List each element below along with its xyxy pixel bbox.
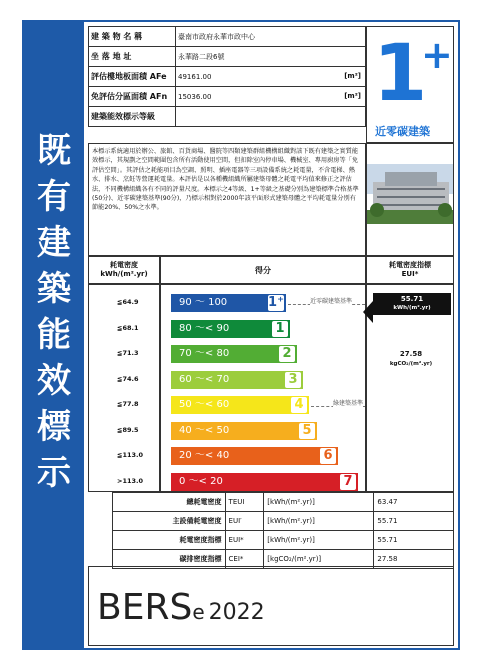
- info-value: [176, 87, 366, 107]
- rating-bar-level: 5: [299, 423, 315, 439]
- info-label: 建築能效標示等級: [89, 107, 176, 127]
- info-label: 坐 落 地 址: [89, 47, 176, 67]
- eui-header: [88, 256, 160, 284]
- info-value: [176, 107, 366, 127]
- eui-indicator-value: 55.71: [400, 295, 424, 303]
- building-photo-image: [367, 144, 454, 256]
- info-value: 永華路二段6號: [176, 47, 366, 67]
- rating-bar-level: 3: [285, 372, 301, 388]
- rating-bar-range: 0 ～< 20: [179, 475, 223, 487]
- threshold-label: ≦64.9: [117, 298, 139, 306]
- summary-unit: [kWh/(m².yr)]: [264, 493, 374, 512]
- info-unit: [m²]: [344, 92, 361, 100]
- rating-bar: [171, 396, 309, 414]
- sidebar-title-char: 築: [37, 269, 71, 309]
- benchmark-label: 綠建築基準: [333, 400, 364, 407]
- info-value-text: 49161.00: [178, 72, 212, 81]
- summary-symbol: TEUI: [225, 493, 264, 512]
- threshold-label: ≦113.0: [117, 451, 144, 459]
- summary-row: [88, 493, 454, 512]
- description-text: 本標示系統適用於辦公、旅館、百貨商場、醫院等四類建築群組機構組織對該下既有建築之實質能效標示，其規劃之空間範圍包含所有活動使用空間，但扣除室內停車場、機械室、專用廚房等「免評估空間」。其評估之耗能項目為空調、照明、插座電器等三項設備系統之耗電量，不含電梯、熱水、排水、烹飪等營運耗電量。本評估是以各種機組織所屬建築母體之耗電平均值來修正之評估法，不同機構組織各有不同的評量尺度。本標示之4等級、1+等級之基礎分別為建築標準合格基準(50分)、近零碳建築基準(90分)，乃標示相對於2000年該平面形式建築母體之平均耗電量分別有節能20%、50%之水準。: [92, 148, 359, 212]
- rating-bar-range: 70 ～< 80: [179, 348, 230, 359]
- sidebar-title-char: 示: [37, 453, 71, 493]
- rating-bar: [171, 294, 286, 312]
- summary-unit: [kWh/(m².yr)]: [264, 512, 374, 531]
- logo-plus: +: [421, 33, 453, 77]
- summary-name: 耗電密度指標: [112, 531, 225, 550]
- summary-symbol: EUI*: [225, 531, 264, 550]
- rating-bar-level: 1⁺: [268, 295, 284, 310]
- logo-level: 1: [373, 29, 428, 119]
- rating-bar-range: 60 ～< 70: [179, 373, 230, 385]
- rating-bar-range: 80 ～< 90: [179, 322, 230, 334]
- carbon-index: [367, 349, 455, 369]
- building-info-table: [88, 26, 366, 127]
- nzc-logo: [366, 26, 454, 143]
- index-header-unit: EUI*: [401, 270, 419, 278]
- index-header-title: 耗電密度指標: [389, 261, 431, 269]
- rating-bar-range: 20 ～< 40: [179, 450, 230, 461]
- sidebar-title-char: 效: [37, 361, 71, 401]
- info-value-text: 15036.00: [178, 92, 212, 101]
- index-header: [366, 256, 454, 284]
- summary-spacer: [88, 512, 112, 531]
- carbon-unit: kgCO₂/(m².yr): [389, 361, 433, 367]
- threshold-label: >113.0: [117, 476, 144, 485]
- rating-bar: [171, 422, 317, 440]
- threshold-label: ≦71.3: [117, 349, 139, 357]
- summary-value: 27.58: [374, 550, 454, 569]
- info-value: [176, 67, 366, 87]
- threshold-column: [88, 284, 160, 492]
- description-box: [88, 143, 366, 256]
- bers-logo-box: [88, 566, 454, 646]
- building-photo: [366, 143, 454, 256]
- rating-bar-level: 6: [320, 448, 336, 464]
- summary-value: 55.71: [374, 512, 454, 531]
- logo-text: 近零碳建築: [375, 125, 430, 138]
- sidebar-title-char: 既: [37, 131, 71, 171]
- sidebar-title: [24, 128, 84, 496]
- threshold-label: ≦77.8: [117, 400, 139, 408]
- sidebar-title-char: 有: [37, 177, 71, 217]
- eui-header-unit: kWh/(m².yr): [100, 270, 148, 278]
- eui-indicator: [373, 293, 451, 315]
- info-value: 臺南市政府永華市政中心: [176, 27, 366, 47]
- rating-bar-level: 2: [279, 346, 295, 362]
- main-panel: [88, 26, 454, 646]
- sidebar-title-char: 能: [37, 315, 71, 355]
- rating-bar-level: 4: [291, 397, 307, 413]
- summary-symbol: CEI*: [225, 550, 264, 569]
- benchmark-label: 近零碳建築基準: [310, 298, 353, 305]
- info-row: [89, 107, 366, 127]
- rating-bar: [171, 473, 358, 491]
- rating-bar: [171, 371, 303, 389]
- rating-section: [88, 256, 454, 492]
- threshold-label: ≦74.6: [117, 374, 139, 383]
- summary-name: 碳排密度指標: [112, 550, 225, 569]
- info-unit: [m²]: [344, 72, 361, 80]
- score-bars: [160, 284, 366, 492]
- info-label: 免評估分區面積 AFn: [89, 87, 176, 107]
- sidebar-title-char: 建: [37, 223, 71, 263]
- rating-bar-level: 1: [272, 321, 288, 337]
- score-header: 得分: [160, 256, 366, 284]
- threshold-label: ≦89.5: [117, 425, 139, 434]
- bers-main: BERS: [97, 587, 193, 628]
- summary-value: 55.71: [374, 531, 454, 550]
- rating-bar-range: 90 ～ 100: [179, 297, 228, 308]
- summary-name: 主設備耗電密度: [112, 512, 225, 531]
- summary-unit: [kWh/(m².yr)]: [264, 531, 374, 550]
- carbon-value: 27.58: [399, 350, 423, 358]
- summary-table: [88, 492, 454, 569]
- info-row: [89, 67, 366, 87]
- eui-header-title: 耗電密度: [110, 261, 138, 269]
- eui-indicator-unit: kWh/(m².yr): [393, 305, 431, 311]
- summary-symbol: EUI′: [225, 512, 264, 531]
- summary-spacer: [88, 493, 112, 512]
- info-row: [89, 47, 366, 67]
- threshold-label: ≦68.1: [117, 323, 139, 332]
- rating-bar-range: 50 ～< 60: [179, 399, 230, 410]
- info-label: 評估樓地板面積 AFe: [89, 67, 176, 87]
- index-column: [366, 284, 454, 492]
- rating-bar: [171, 447, 338, 465]
- rating-bar: [171, 320, 290, 338]
- summary-value: 63.47: [374, 493, 454, 512]
- summary-name: 總耗電密度: [112, 493, 225, 512]
- summary-row: [88, 531, 454, 550]
- bers-year: 2022: [208, 600, 265, 625]
- summary-row: [88, 512, 454, 531]
- info-row: [89, 27, 366, 47]
- rating-bar: [171, 345, 297, 363]
- info-label: 建 築 物 名 稱: [89, 27, 176, 47]
- info-row: [89, 87, 366, 107]
- summary-spacer: [88, 531, 112, 550]
- rating-bar-range: 40 ～< 50: [179, 424, 230, 436]
- rating-bar-level: 7: [340, 474, 356, 490]
- bers-logo: [97, 587, 265, 628]
- indicator-arrow-icon: [363, 301, 373, 323]
- sidebar-title-char: 標: [37, 407, 71, 447]
- bers-sub: e: [192, 600, 205, 624]
- summary-unit: [kgCO₂/(m².yr)]: [264, 550, 374, 569]
